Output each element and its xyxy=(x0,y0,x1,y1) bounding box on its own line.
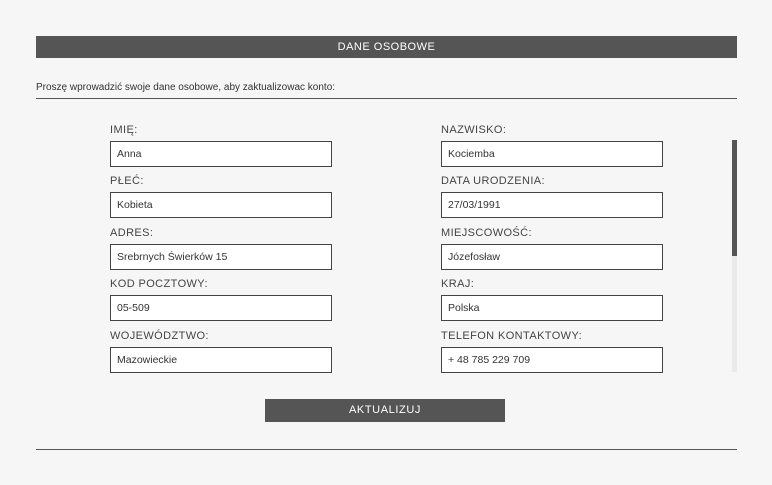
kraj-input[interactable] xyxy=(441,295,663,321)
imie-label: IMIĘ: xyxy=(110,124,138,136)
wojewodztwo-label: WOJEWÓDZTWO: xyxy=(110,330,209,342)
kod-pocztowy-input[interactable] xyxy=(110,295,332,321)
data-urodzenia-label: DATA URODZENIA: xyxy=(441,175,545,187)
field-nazwisko xyxy=(441,123,663,167)
field-kod-pocztowy xyxy=(110,277,332,321)
field-adres xyxy=(110,226,332,270)
top-divider xyxy=(36,98,737,99)
form-scrollbar-track[interactable] xyxy=(732,140,737,372)
nazwisko-label: NAZWISKO: xyxy=(441,124,507,136)
adres-input[interactable] xyxy=(110,244,332,270)
form-scrollbar-thumb[interactable] xyxy=(732,140,737,256)
plec-label: PŁEĆ: xyxy=(110,175,144,187)
intro-text: Proszę wprowadzić swoje dane osobowe, aby zaktualizowac konto: xyxy=(36,82,336,93)
plec-input[interactable] xyxy=(110,192,332,218)
field-telefon xyxy=(441,329,663,373)
field-wojewodztwo xyxy=(110,329,332,373)
field-imie xyxy=(110,123,332,167)
section-header: DANE OSOBOWE xyxy=(36,36,737,58)
field-data-urodzenia xyxy=(441,174,663,218)
data-urodzenia-input[interactable] xyxy=(441,192,663,218)
aktualizuj-button[interactable]: AKTUALIZUJ xyxy=(265,399,505,422)
bottom-divider xyxy=(36,449,737,450)
kraj-label: KRAJ: xyxy=(441,278,475,290)
kod-pocztowy-label: KOD POCZTOWY: xyxy=(110,278,208,290)
adres-label: ADRES: xyxy=(110,227,154,239)
imie-input[interactable] xyxy=(110,141,332,167)
telefon-input[interactable] xyxy=(441,347,663,373)
field-plec xyxy=(110,174,332,218)
wojewodztwo-input[interactable] xyxy=(110,347,332,373)
telefon-label: TELEFON KONTAKTOWY: xyxy=(441,330,583,342)
field-miejscowosc xyxy=(441,226,663,270)
miejscowosc-input[interactable] xyxy=(441,244,663,270)
miejscowosc-label: MIEJSCOWOŚĆ: xyxy=(441,227,532,239)
nazwisko-input[interactable] xyxy=(441,141,663,167)
field-kraj xyxy=(441,277,663,321)
